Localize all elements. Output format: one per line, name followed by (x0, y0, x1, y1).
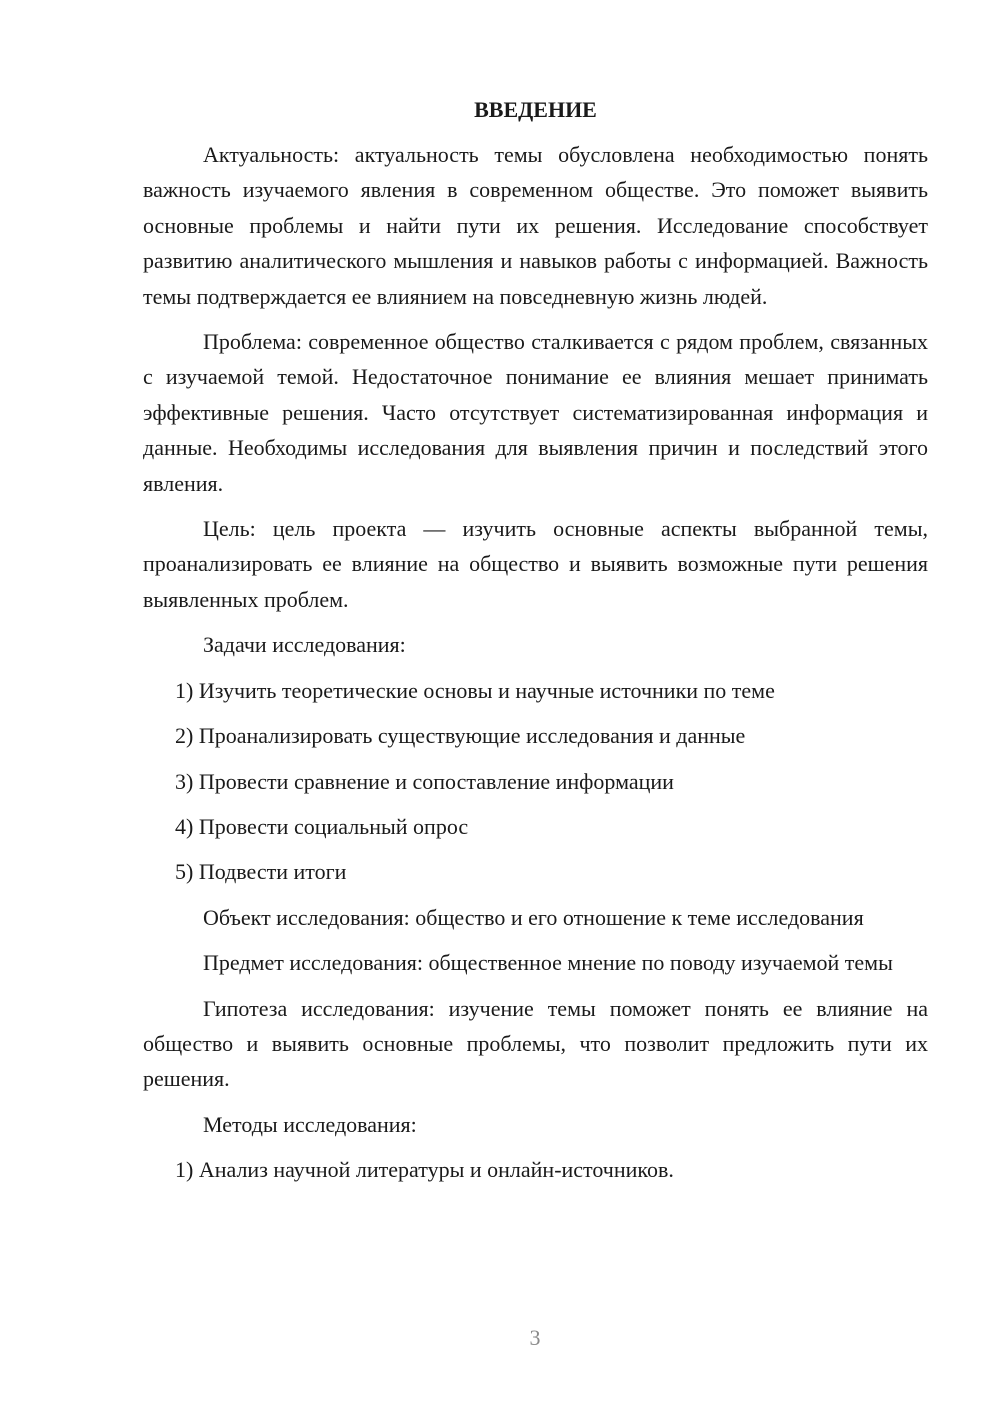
list-item: 1) Анализ научной литературы и онлайн-источников. (175, 1157, 674, 1183)
methods-heading: Методы исследования: (203, 1111, 417, 1137)
goal-paragraph: Цель: цель проекта — изучить основные аспекты выбранной темы, проанализировать ее влияние на общество и выявить возможные пути решения выявленных проблем. (143, 516, 928, 612)
subject-paragraph: Предмет исследования: общественное мнение по поводу изучаемой темы (203, 950, 893, 976)
problem-paragraph: Проблема: современное общество сталкивается с рядом проблем, связанных с изучаемой темой. Недостаточное понимание ее влияния мешает принимать эффективные решения. Часто отсутствует систематизированная информация и данные. Необходимы исследования для выявления причин и последствий этого явления. (143, 329, 928, 496)
page-content (143, 95, 928, 1198)
tasks-heading: Задачи исследования: (203, 632, 406, 658)
list-item: 4) Провести социальный опрос (175, 813, 469, 839)
methods-list (143, 1152, 928, 1187)
hypothesis-paragraph: Гипотеза исследования: изучение темы поможет понять ее влияние на общество и выявить основные проблемы, что позволит предложить пути их решения. (143, 995, 928, 1092)
tasks-list (143, 673, 928, 890)
page-title: ВВЕДЕНИЕ (474, 97, 597, 122)
object-paragraph: Объект исследования: общество и его отношение к теме исследования (203, 904, 864, 930)
list-item: 5) Подвести итоги (175, 859, 347, 885)
list-item: 1) Изучить теоретические основы и научные источники по теме (175, 677, 775, 703)
relevance-paragraph: Актуальность: актуальность темы обусловлена необходимостью понять важность изучаемого явления в современном обществе. Это поможет выявить основные проблемы и найти пути их решения. Исследование способствует развитию аналитического мышления и навыков работы с информацией. Важность темы подтверждается ее влиянием на повседневную жизнь людей. (143, 142, 928, 309)
list-item: 3) Провести сравнение и сопоставление информации (175, 768, 674, 794)
list-item: 2) Проанализировать существующие исследования и данные (175, 723, 746, 749)
page-number: 3 (529, 1325, 541, 1350)
